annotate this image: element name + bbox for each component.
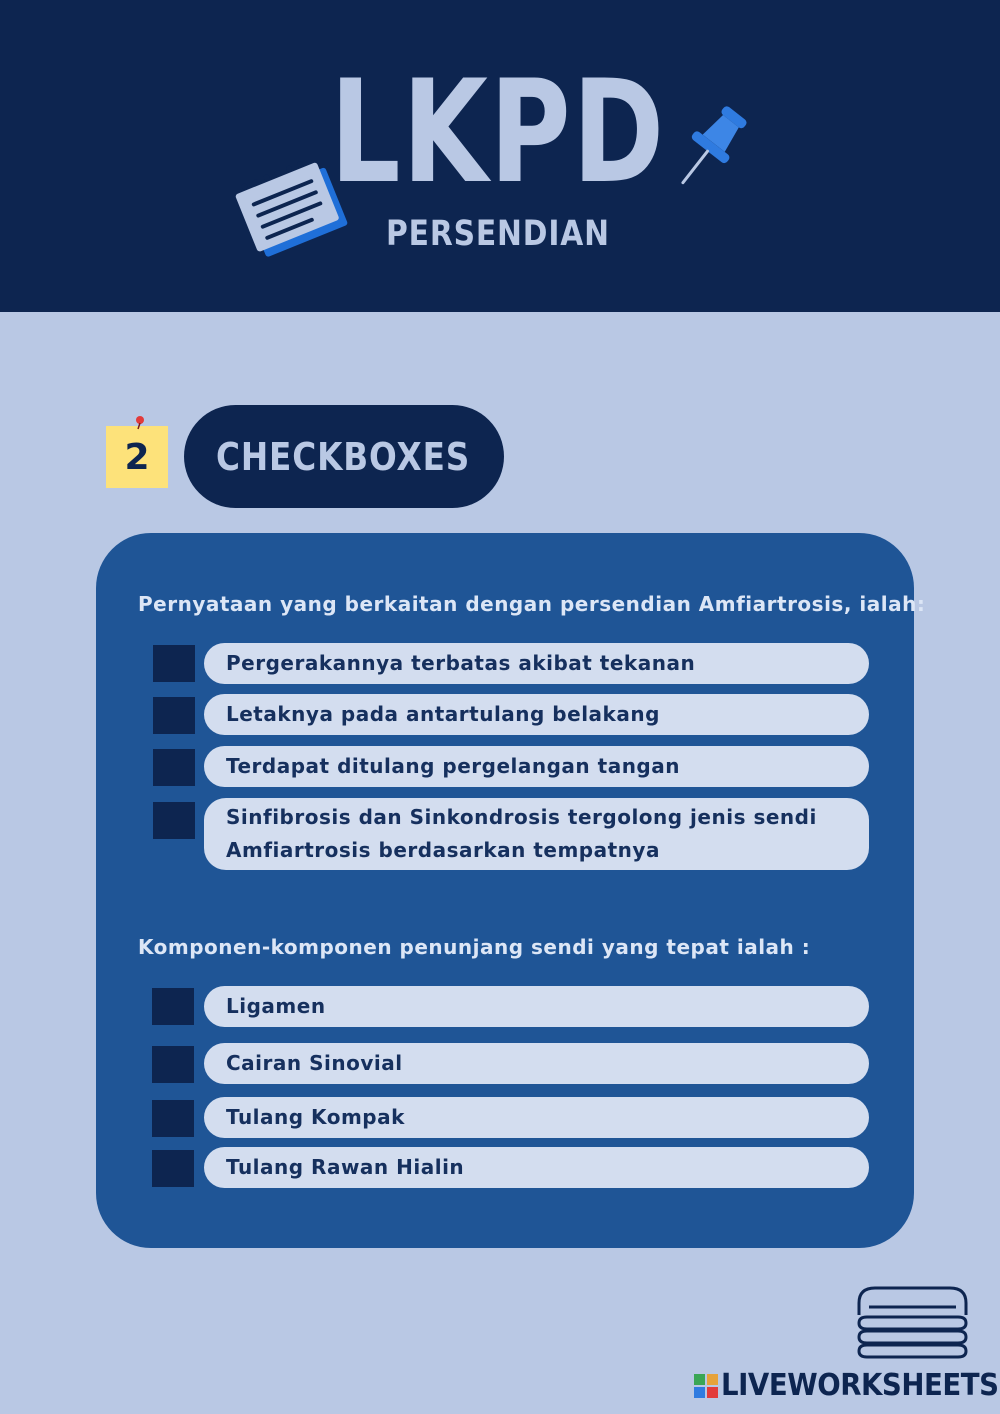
q2-option-3-label: Tulang Kompak	[226, 1105, 405, 1129]
brand-mark-icon	[693, 1373, 719, 1399]
q1-option-3-checkbox[interactable]	[153, 749, 195, 786]
q2-option-1[interactable]	[204, 986, 869, 1027]
push-pin-icon	[672, 100, 748, 196]
q2-option-2[interactable]	[204, 1043, 869, 1084]
question-1-prompt: Pernyataan yang berkaitan dengan persendian Amfiartrosis, ialah:	[138, 592, 926, 616]
brand-name: LIVEWORKSHEETS	[721, 1368, 999, 1403]
section-heading-label: CHECKBOXES	[216, 434, 471, 479]
question-2-prompt: Komponen-komponen penunjang sendi yang tepat ialah :	[138, 935, 811, 959]
q2-option-4-label: Tulang Rawan Hialin	[226, 1155, 465, 1179]
q1-option-2-checkbox[interactable]	[153, 697, 195, 734]
q1-option-1-checkbox[interactable]	[153, 645, 195, 682]
section-heading	[184, 405, 504, 508]
q1-option-2[interactable]	[204, 694, 869, 735]
q2-option-2-label: Cairan Sinovial	[226, 1051, 403, 1075]
page-title: LKPD	[330, 50, 666, 215]
q2-option-3[interactable]	[204, 1097, 869, 1138]
brand-logo	[693, 1368, 1000, 1403]
q2-option-2-checkbox[interactable]	[152, 1046, 194, 1083]
q1-option-4[interactable]	[204, 798, 869, 870]
stacked-pages-icon	[855, 1285, 970, 1360]
header-banner	[0, 0, 1000, 312]
q2-option-1-checkbox[interactable]	[152, 988, 194, 1025]
q1-option-4-label-line-1: Sinfibrosis dan Sinkondrosis tergolong jenis sendi	[226, 805, 817, 829]
q1-option-1[interactable]	[204, 643, 869, 684]
question-card	[96, 533, 914, 1248]
q2-option-4-checkbox[interactable]	[152, 1150, 194, 1187]
page-subtitle: PERSENDIAN	[386, 214, 610, 254]
q1-option-3-label: Terdapat ditulang pergelangan tangan	[226, 754, 680, 778]
q1-option-2-label: Letaknya pada antartulang belakang	[226, 702, 660, 726]
section-number-note: 2	[106, 426, 168, 488]
q2-option-1-label: Ligamen	[226, 994, 326, 1018]
q2-option-3-checkbox[interactable]	[152, 1100, 194, 1137]
q1-option-1-label: Pergerakannya terbatas akibat tekanan	[226, 651, 696, 675]
q2-option-4[interactable]	[204, 1147, 869, 1188]
red-pin-icon	[132, 414, 148, 430]
q1-option-4-checkbox[interactable]	[153, 802, 195, 839]
q1-option-4-label-line-2: Amfiartrosis berdasarkan tempatnya	[226, 838, 660, 862]
q1-option-3[interactable]	[204, 746, 869, 787]
